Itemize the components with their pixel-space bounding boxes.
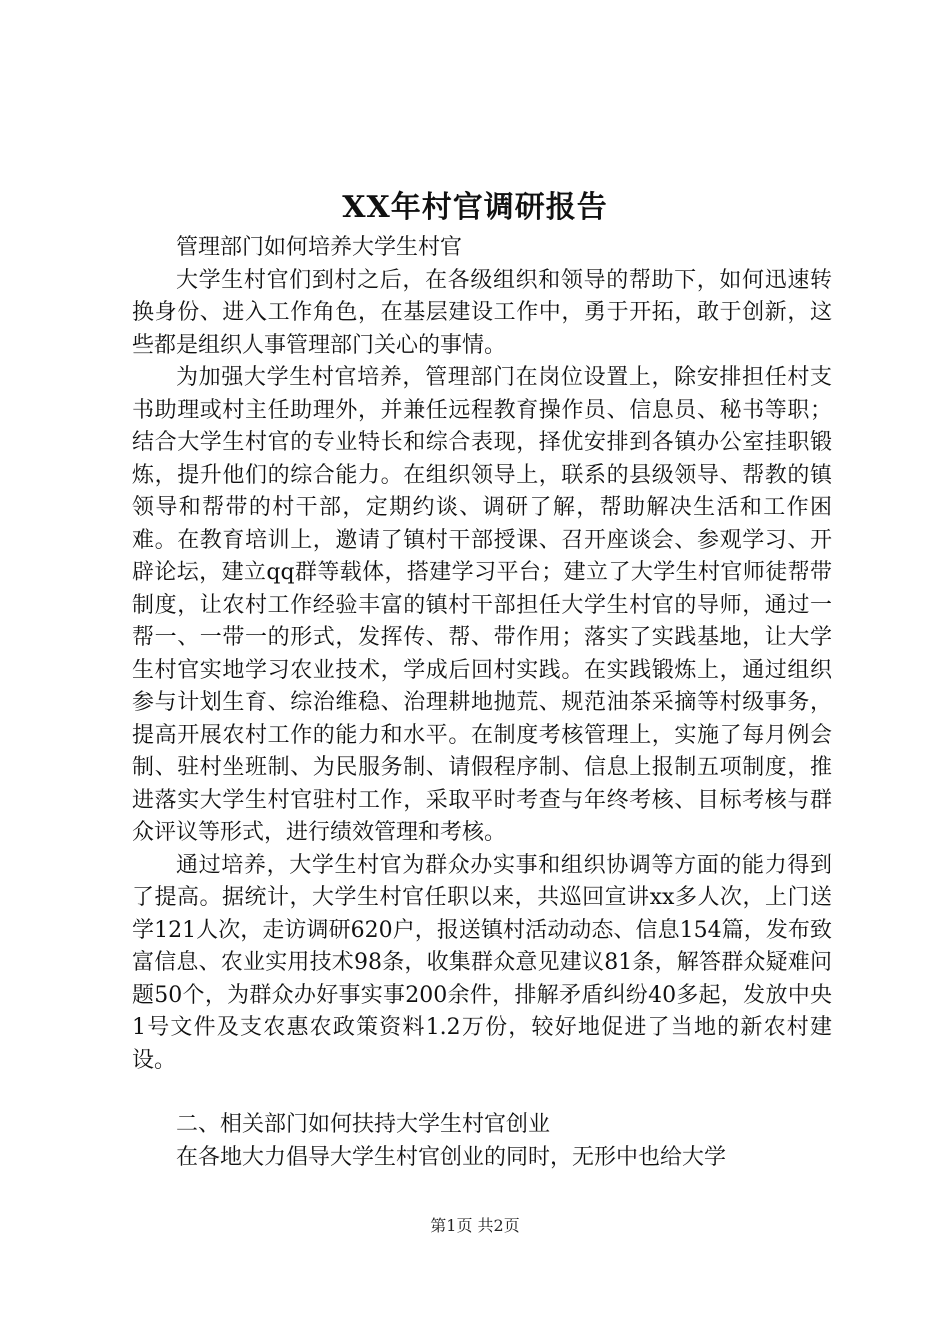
document-body (132, 232, 832, 1174)
body-paragraph-3: 通过培养，大学生村官为群众办实事和组织协调等方面的能力得到了提高。据统计，大学生村官任职以来，共巡回宣讲xx多人次，上门送学121人次，走访调研620户，报送镇村活动动态、信息154篇，发布致富信息、农业实用技术98条，收集群众意见建议81条，解答群众疑难问题50个，为群众办好事实事200余件，排解矛盾纠纷40多起，发放中央1号文件及支农惠农政策资料1.2万份，较好地促进了当地的新农村建设。 (132, 852, 832, 1073)
page-footer: 第1页 共2页 (430, 1216, 520, 1235)
document-title: XX年村官调研报告 (342, 190, 608, 225)
body-paragraph-2: 为加强大学生村官培养，管理部门在岗位设置上，除安排担任村支书助理或村主任助理外，并兼任远程教育操作员、信息员、秘书等职；结合大学生村官的专业特长和综合表现，择优安排到各镇办公室挂职锻炼，提升他们的综合能力。在组织领导上，联系的县级领导、帮教的镇领导和帮带的村干部，定期约谈、调研了解，帮助解决生活和工作困难。在教育培训上，邀请了镇村干部授课、召开座谈会、参观学习、开辟论坛，建立qq群等载体，搭建学习平台；建立了大学生村官师徒帮带制度，让农村工作经验丰富的镇村干部担任大学生村官的导师，通过一帮一、一带一的形式，发挥传、帮、带作用；落实了实践基地，让大学生村官实地学习农业技术，学成后回村实践。在实践锻炼上，通过组织参与计划生育、综治维稳、治理耕地抛荒、规范油茶采摘等村级事务，提高开展农村工作的能力和水平。在制度考核管理上，实施了每月例会制、驻村坐班制、为民服务制、请假程序制、信息上报制五项制度，推进落实大学生村官驻村工作，采取平时考查与年终考核、目标考核与群众评议等形式，进行绩效管理和考核。 (132, 365, 832, 845)
section-heading-2: 二、相关部门如何扶持大学生村官创业 (176, 1112, 551, 1137)
body-paragraph-1: 大学生村官们到村之后，在各级组织和领导的帮助下，如何迅速转换身份、进入工作角色，在基层建设工作中，勇于开拓，敢于创新，这些都是组织人事管理部门关心的事情。 (132, 267, 832, 358)
section-heading-1: 管理部门如何培养大学生村官 (176, 235, 463, 260)
paragraph-gap (132, 1077, 832, 1109)
body-paragraph-4: 在各地大力倡导大学生村官创业的同时，无形中也给大学 (176, 1144, 727, 1170)
